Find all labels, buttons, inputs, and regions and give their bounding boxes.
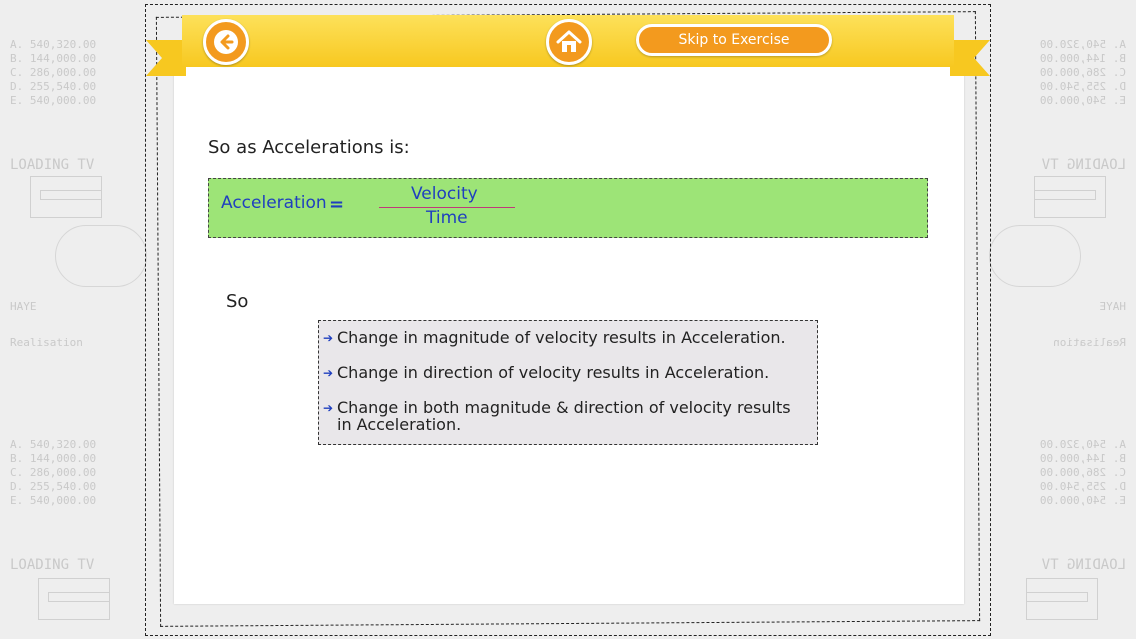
list-item-text: Change in both magnitude & direction of velocity results in Acceleration. (337, 398, 791, 434)
formula-denominator: Time (426, 208, 468, 228)
background-sketch-left: A. 540,320.00 B. 144,000.00 C. 286,000.00 D. 255,540.00 E. 540,000.00 LOADING TV HAYE Realisation A. 540,320.00 B. 144,000.00 C. 286,000.00 D. 255,540.00 E. 540,000.00 LOADING TV (0, 0, 150, 639)
list-item (323, 364, 809, 382)
formula-lhs: Acceleration (221, 193, 327, 213)
list-item (323, 399, 809, 433)
points-box (318, 320, 818, 445)
skip-to-exercise-button[interactable]: Skip to Exercise (636, 24, 832, 56)
formula-box (208, 178, 928, 238)
so-label: So (226, 291, 249, 312)
arrow-right-icon: ➔ (323, 366, 334, 380)
formula-numerator: Velocity (411, 184, 478, 204)
background-sketch-right: A. 540,320.00 B. 144,000.00 C. 286,000.00 D. 255,540.00 E. 540,000.00 LOADING TV HAYE Realisation A. 540,320.00 B. 144,000.00 C. 286,000.00 D. 255,540.00 E. 540,000.00 LOADING TV (986, 0, 1136, 639)
arrow-left-icon (213, 29, 239, 55)
list-item-text: Change in magnitude of velocity results in Acceleration. (337, 328, 786, 347)
list-item (323, 329, 809, 347)
arrow-right-icon: ➔ (323, 331, 334, 345)
home-icon (556, 30, 582, 54)
home-button[interactable] (546, 19, 592, 65)
intro-text: So as Accelerations is: (208, 137, 410, 158)
arrow-right-icon: ➔ (323, 401, 334, 415)
list-item-text: Change in direction of velocity results in Acceleration. (337, 363, 770, 382)
back-button[interactable] (203, 19, 249, 65)
formula-equals: = (329, 194, 345, 215)
